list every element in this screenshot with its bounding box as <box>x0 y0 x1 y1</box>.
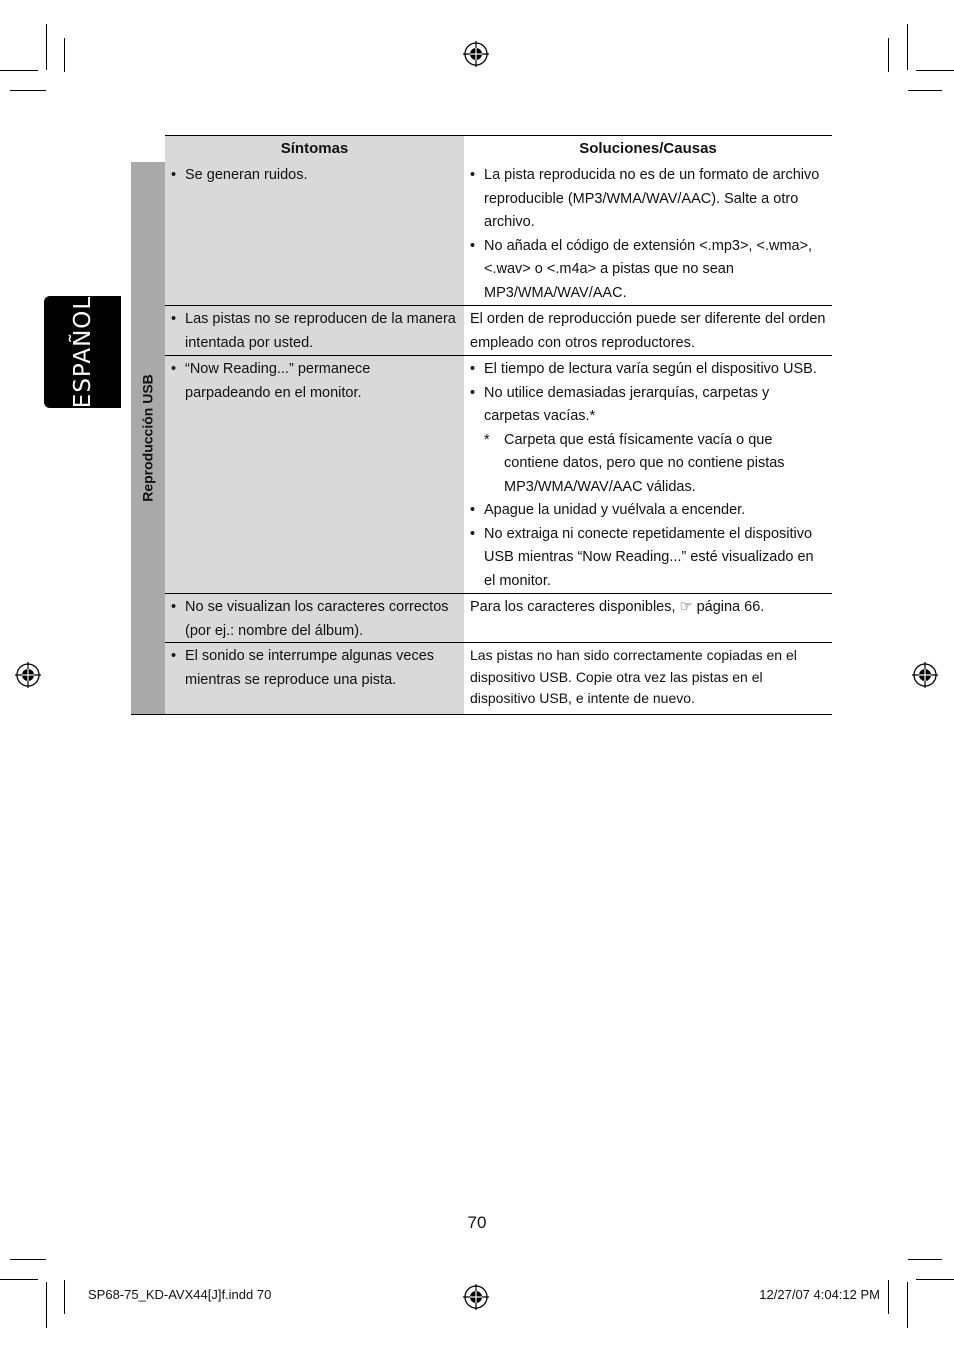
symptom-cell <box>165 356 464 593</box>
table-row <box>165 594 832 643</box>
crop-mark <box>64 1280 65 1314</box>
solution-text: El orden de reproducción puede ser diferente del orden empleado con otros reproductores. <box>470 311 826 351</box>
solution-item: • Apague la unidad y vuélvala a encender. <box>470 499 826 523</box>
symptom-cell <box>165 594 464 642</box>
header-solutions: Soluciones/Causas <box>464 136 832 162</box>
footer-file: SP68-75_KD-AVX44[J]f.indd 70 <box>88 1287 272 1302</box>
symptom-item: • “Now Reading...” permanece parpadeando en el monitor. <box>171 358 458 405</box>
footer-timestamp: 12/27/07 4:04:12 PM <box>759 1287 880 1302</box>
crop-mark <box>10 1259 46 1260</box>
crop-mark <box>46 1282 47 1328</box>
solution-item: • No añada el código de extensión <.mp3>, <.wma>, <.wav> o <.m4a> a pistas que no sean MP3/WMA/WAV/AAC. <box>470 235 826 306</box>
crop-mark <box>908 1259 942 1260</box>
symptom-cell <box>165 162 464 305</box>
solution-text: Las pistas no han sido correctamente copiadas en el dispositivo USB. Copie otra vez las pistas en el dispositivo USB, e intente de nuevo. <box>470 647 797 707</box>
solution-text: Para los caracteres disponibles, ☞ página 66. <box>470 599 765 615</box>
solution-item: • La pista reproducida no es de un formato de archivo reproducible (MP3/WMA/WAV/AAC). Salte a otro archivo. <box>470 164 826 235</box>
crop-mark <box>888 38 889 72</box>
solution-cell <box>464 594 832 642</box>
header-symptoms: Síntomas <box>165 136 464 162</box>
table-header <box>165 135 832 162</box>
crop-mark <box>0 1279 38 1280</box>
symptom-cell <box>165 306 464 355</box>
symptom-item: • Las pistas no se reproducen de la manera intentada por usted. <box>171 308 458 355</box>
registration-mark-icon <box>912 662 938 688</box>
solution-footnote: * Carpeta que está físicamente vacía o que contiene datos, pero que no contiene pistas MP3/WMA/WAV/AAC válidas. <box>470 429 826 500</box>
crop-mark <box>10 90 46 91</box>
category-label: Reproducción USB <box>139 374 156 502</box>
solution-cell <box>464 356 832 593</box>
table-row <box>165 643 832 715</box>
solution-cell <box>464 643 832 714</box>
crop-mark <box>916 70 954 71</box>
crop-mark <box>907 24 908 70</box>
solution-item: • El tiempo de lectura varía según el dispositivo USB. <box>470 358 826 382</box>
solution-cell <box>464 162 832 305</box>
registration-mark-icon <box>463 41 489 67</box>
page-number: 70 <box>467 1213 487 1232</box>
symptom-item: • Se generan ruidos. <box>171 164 458 188</box>
crop-mark <box>0 70 38 71</box>
crop-mark <box>888 1280 889 1314</box>
table-row <box>165 306 832 356</box>
table-row <box>165 356 832 594</box>
table-row <box>165 162 832 306</box>
registration-mark-icon <box>15 662 41 688</box>
solution-item: • No utilice demasiadas jerarquías, carpetas y carpetas vacías.* <box>470 382 826 429</box>
registration-mark-icon <box>463 1284 489 1310</box>
symptom-item: • No se visualizan los caracteres correctos (por ej.: nombre del álbum). <box>171 596 458 643</box>
solution-item: • No extraiga ni conecte repetidamente el dispositivo USB mientras “Now Reading...” esté visualizado en el monitor. <box>470 523 826 594</box>
crop-mark <box>908 90 942 91</box>
solution-cell <box>464 306 832 355</box>
crop-mark <box>916 1279 954 1280</box>
crop-mark <box>64 38 65 72</box>
symptom-cell <box>165 643 464 714</box>
language-tab <box>44 296 121 408</box>
crop-mark <box>907 1282 908 1328</box>
crop-mark <box>46 24 47 70</box>
category-column <box>131 162 165 715</box>
symptom-item: • El sonido se interrumpe algunas veces mientras se reproduce una pista. <box>171 645 458 692</box>
language-tab-label: ESPAÑOL <box>69 295 96 409</box>
